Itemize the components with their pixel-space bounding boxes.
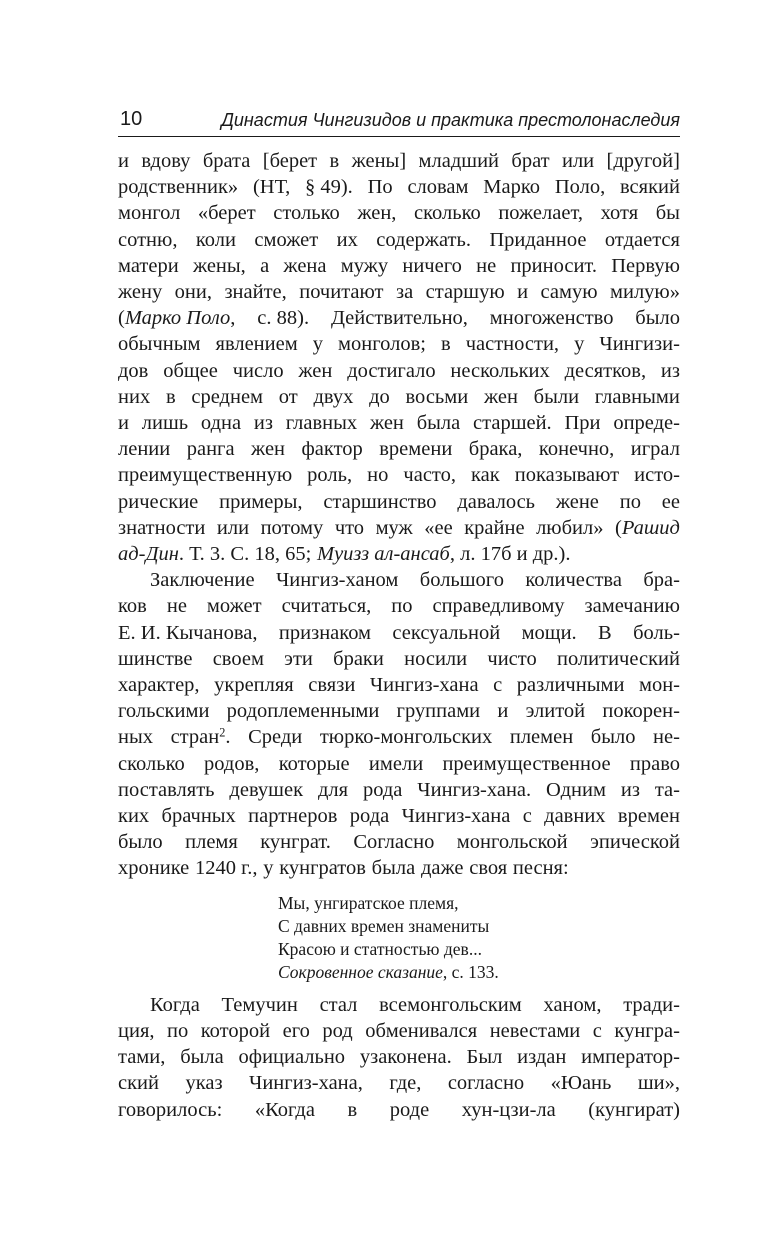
word: брака, (468, 438, 523, 461)
word: тами, (118, 1046, 166, 1069)
word: жен, (357, 202, 397, 225)
word: ши», (637, 1072, 680, 1095)
word: их (336, 228, 358, 251)
word: но (367, 464, 389, 487)
word: преимущественное (442, 752, 611, 775)
word: милую» (610, 281, 680, 304)
word: которые (278, 752, 350, 775)
poem-line: Мы, унгиратское племя, (278, 892, 459, 913)
word: была (180, 1046, 224, 1069)
word: родственник» (118, 176, 239, 199)
word: рода (362, 778, 403, 801)
word: стал (319, 993, 358, 1016)
word: крайне (464, 516, 525, 539)
word: по (391, 595, 413, 618)
word: примеры, (219, 490, 303, 513)
word: была (371, 857, 416, 880)
word: покорен- (602, 700, 680, 723)
word: тюрко-монгольских (319, 726, 493, 749)
word: При (564, 412, 601, 435)
word: знайте, (224, 281, 287, 304)
word: ков (118, 595, 147, 618)
word: «берет (197, 202, 256, 225)
cited-source: Муизз ал-ансаб (317, 543, 450, 566)
word: Поло, (554, 176, 606, 199)
text-line (118, 567, 680, 593)
word: с (493, 674, 503, 697)
word: согласно (447, 1072, 525, 1095)
text-line (118, 855, 680, 881)
word: часто, (403, 464, 456, 487)
word: главными (594, 385, 680, 408)
word: с (592, 1019, 602, 1042)
word: (НТ, (252, 176, 291, 199)
text-line (118, 1018, 680, 1044)
text-line (118, 751, 680, 777)
word: ханом, (543, 993, 602, 1016)
word: и (118, 412, 129, 435)
word: старшую (425, 281, 505, 304)
word: содержать. (376, 228, 471, 251)
text-line (118, 646, 680, 672)
word: играл (630, 438, 680, 461)
word: шинстве (118, 647, 193, 670)
word: племен (509, 726, 574, 749)
text-line (118, 1044, 680, 1070)
word: Чингиз-хана (401, 805, 511, 828)
word: достигало (347, 359, 436, 382)
text-line (118, 384, 680, 410)
word: боль- (633, 621, 680, 644)
word: жены, (192, 254, 246, 277)
word: хун-цзи-ла (461, 1098, 556, 1121)
text-line: ад-Дин. Т. 3. С. 18, 65; Муизз ал-ансаб, л. 17б и др.). (118, 543, 571, 566)
text-line (118, 1070, 680, 1096)
word: преимущественную (118, 464, 293, 487)
text-line (118, 174, 680, 200)
word: чисто (487, 647, 537, 670)
text-line (118, 279, 680, 305)
word: с. 88). (257, 307, 310, 330)
word: главных (285, 412, 358, 435)
text-line (118, 200, 680, 226)
word: общее (163, 359, 218, 382)
word: жены] (351, 150, 407, 172)
word: младший (418, 150, 500, 172)
word: брачных (161, 805, 236, 828)
word: не (166, 595, 187, 618)
word: не- (653, 726, 680, 749)
word: опреде- (613, 412, 680, 435)
word: среднем (191, 385, 264, 408)
word: лишь (141, 412, 189, 435)
word: узаконена. (359, 1046, 452, 1069)
word: хронике (118, 857, 190, 880)
text-line: знатности или потому что муж «ее крайне любил» (Рашид (118, 515, 680, 541)
word: любил» (536, 516, 604, 539)
word: его (282, 1019, 310, 1042)
word: кунгра- (614, 1019, 680, 1042)
word: обычным (118, 333, 201, 356)
word: сексуальной (392, 621, 501, 644)
word: Среди (248, 726, 303, 749)
word: Чингиз-хана. (417, 778, 532, 801)
word: издан (517, 1046, 567, 1069)
word: не (476, 254, 497, 277)
word: были (533, 385, 580, 408)
word: род (322, 1019, 353, 1042)
word: хотя (600, 202, 639, 225)
word: укрепляя (214, 674, 294, 697)
word: эти (284, 647, 313, 670)
word: сколько (118, 752, 185, 775)
cited-author: ад-Дин (118, 543, 179, 566)
word: Чингизи- (599, 333, 680, 356)
word: указ (185, 1072, 223, 1095)
word: своем (212, 647, 264, 670)
word: носили (404, 647, 468, 670)
word: исто- (634, 464, 680, 487)
word: жен (298, 359, 333, 382)
text-line (118, 672, 680, 698)
word: они, (174, 281, 212, 304)
word: племя (185, 831, 238, 854)
word: лении (118, 438, 171, 461)
word: муж (375, 516, 413, 539)
word: Темучин (221, 993, 298, 1016)
running-title: Династия Чингизидов и практика престолонаследия (221, 110, 680, 130)
word: вдову (141, 150, 191, 172)
word: из (660, 359, 680, 382)
word: Е. И. Кычанова, (118, 621, 258, 644)
word: монгольской (456, 831, 568, 854)
word: политический (556, 647, 680, 670)
word: мужу (340, 254, 389, 277)
word: характер, (118, 674, 200, 697)
word: число (232, 359, 284, 382)
word: сотню, (118, 228, 178, 251)
word: кунграт. (260, 831, 331, 854)
poem-line: С давних времен знамениты (278, 915, 490, 936)
word: кунгратов (279, 857, 366, 880)
word: ее (661, 490, 680, 513)
paragraph (118, 992, 680, 1123)
word: а (260, 254, 270, 277)
word: и (497, 700, 509, 723)
text-line (118, 436, 680, 462)
word: партнеров (248, 805, 338, 828)
word: у (574, 333, 585, 356)
word: нескольких (450, 359, 550, 382)
word: десятков, (564, 359, 647, 382)
word: По (367, 176, 393, 199)
word: ничего (402, 254, 462, 277)
poem-line: Красою и статностью дев... (278, 938, 482, 959)
text-line (118, 227, 680, 253)
word: восьми (405, 385, 469, 408)
word: по (167, 1019, 189, 1042)
word: тради- (623, 993, 680, 1016)
word: всемонгольским (379, 993, 522, 1016)
paragraph (118, 148, 680, 567)
text-line (118, 1097, 680, 1123)
word: Действительно, (330, 307, 468, 330)
text-line (118, 593, 680, 619)
text-line (118, 253, 680, 279)
word: или (561, 150, 595, 172)
text-line (118, 829, 680, 855)
text-line (118, 148, 680, 174)
word: с (522, 805, 532, 828)
word: потому (260, 516, 324, 539)
text-line (118, 489, 680, 515)
word: конечно, (538, 438, 615, 461)
word: в (347, 1098, 358, 1121)
word: из (253, 412, 273, 435)
word: поставлять (118, 778, 215, 801)
word: замечанию (584, 595, 680, 618)
word: бы (655, 202, 680, 225)
word: в (440, 333, 451, 356)
epigraph-poem (278, 892, 680, 984)
word: Когда (150, 993, 200, 1016)
word: своя (469, 857, 508, 880)
text-line (118, 410, 680, 436)
text-line (118, 358, 680, 384)
word: песня: (512, 857, 569, 880)
text-line: ных стран$^2$. Среди тюрко-монгольских племен было не- (118, 724, 680, 750)
word: матери (118, 254, 179, 277)
word: жен (369, 412, 404, 435)
word: фактор (301, 438, 363, 461)
word: жена (283, 254, 327, 277)
word: в (165, 385, 176, 408)
word: признаком (278, 621, 372, 644)
word: браки (333, 647, 384, 670)
word: роль, (307, 464, 353, 487)
word: рические (118, 490, 199, 513)
word: как (471, 464, 500, 487)
word: давалось (457, 490, 536, 513)
word: одна (200, 412, 242, 435)
word: § 49). (304, 176, 353, 199)
page-number: 10 (120, 108, 143, 130)
word: коли (195, 228, 236, 251)
word: (кунгират) (588, 1098, 680, 1121)
word: от (278, 385, 298, 408)
word: дов (118, 359, 149, 382)
word: «ее (424, 516, 453, 539)
body-text (118, 148, 680, 1123)
word: говорилось: (118, 1098, 223, 1121)
word: родов, (204, 752, 260, 775)
word: в (329, 150, 340, 172)
word: брат (511, 150, 550, 172)
word: даже (420, 857, 464, 880)
text-line (118, 620, 680, 646)
word: ский (118, 1072, 159, 1095)
word: что (334, 516, 365, 539)
word: [другой] (606, 150, 680, 172)
word: девушек (229, 778, 304, 801)
word: считаться, (281, 595, 372, 618)
word: «Юань (550, 1072, 612, 1095)
word: право (629, 752, 680, 775)
word: Одним (546, 778, 606, 801)
word: у (263, 857, 274, 880)
word: знатности (118, 516, 206, 539)
word: роде (389, 1098, 430, 1121)
word: почитают (299, 281, 384, 304)
word: мон- (638, 674, 680, 697)
word: сколько (414, 202, 481, 225)
word: 1240 г., (194, 857, 258, 880)
word: жен (251, 438, 286, 461)
cited-author: Марко Поло (124, 307, 231, 330)
word: имели (368, 752, 424, 775)
word: Чингиз-хана, (249, 1072, 363, 1095)
word: жен (483, 385, 518, 408)
word: приносит. (510, 254, 597, 277)
word: может (206, 595, 262, 618)
word: была (416, 412, 461, 435)
word: Первую (611, 254, 680, 277)
word: Был (466, 1046, 503, 1069)
word: родоплеменными (226, 700, 380, 723)
word: та- (654, 778, 680, 801)
word: по (619, 490, 641, 513)
word: В (598, 621, 612, 644)
poem-source: Сокровенное сказание, с. 133. (278, 961, 499, 982)
text-line: (Марко Поло, с. 88). Действительно, многоженство было (118, 305, 680, 331)
text-line (118, 698, 680, 724)
word: или (216, 516, 250, 539)
word: ранга (186, 438, 235, 461)
word: времени (379, 438, 453, 461)
word: связи (308, 674, 356, 697)
word: Согласно (353, 831, 435, 854)
word: Марко (483, 176, 541, 199)
word: официально (238, 1046, 346, 1069)
word: большого (419, 569, 504, 592)
word: жену (118, 281, 163, 304)
word: словам (407, 176, 469, 199)
word: гольскими (118, 700, 210, 723)
word: рода (349, 805, 390, 828)
word: за (395, 281, 414, 304)
word: эпической (590, 831, 680, 854)
word: император- (581, 1046, 680, 1069)
word: них (118, 385, 151, 408)
text-line (118, 992, 680, 1018)
running-header (118, 106, 680, 137)
word: сможет (254, 228, 319, 251)
word: монголов; (338, 333, 426, 356)
word: явлением (215, 333, 298, 356)
word: невестами (489, 1019, 581, 1042)
word: монгол (118, 202, 181, 225)
word: было (590, 726, 636, 749)
word: отдается (604, 228, 680, 251)
word: старшей. (473, 412, 552, 435)
word: количества (525, 569, 622, 592)
word: до (369, 385, 390, 408)
word: Заключение (150, 569, 255, 592)
word: ция, (118, 1019, 155, 1042)
paragraph (118, 567, 680, 881)
word: времен (617, 805, 680, 828)
word: мощи. (521, 621, 577, 644)
word: различными (516, 674, 625, 697)
word: обменивался (365, 1019, 478, 1042)
word: группами (396, 700, 481, 723)
text-line (118, 777, 680, 803)
word: Приданное (489, 228, 587, 251)
word: у (312, 333, 323, 356)
word: Чингиз-ханом (275, 569, 399, 592)
text-line (118, 462, 680, 488)
word: «Когда (254, 1098, 315, 1121)
word: где, (389, 1072, 422, 1095)
word: самую (540, 281, 598, 304)
word: Чингиз-хана (369, 674, 479, 697)
text-line (118, 803, 680, 829)
word: многоженство (489, 307, 614, 330)
word: которой (200, 1019, 271, 1042)
word: бра- (643, 569, 680, 592)
footnote-marker[interactable]: 2 (219, 725, 226, 740)
word: было (118, 831, 163, 854)
word: всякий (619, 176, 680, 199)
cited-author: Рашид (621, 516, 680, 539)
word: и (118, 150, 129, 172)
word: старшинство (323, 490, 437, 513)
word: элитой (525, 700, 586, 723)
word: справедливому (432, 595, 565, 618)
word: было (635, 307, 680, 330)
word: пожелает, (498, 202, 583, 225)
word: жене (555, 490, 599, 513)
word: для (317, 778, 349, 801)
word: из (620, 778, 640, 801)
word: столько (273, 202, 340, 225)
word: и (517, 281, 529, 304)
word: ких (118, 805, 150, 828)
word: частности, (465, 333, 560, 356)
word: брата (202, 150, 251, 172)
word: давних (544, 805, 606, 828)
word: [берет (262, 150, 318, 172)
word: показывают (514, 464, 620, 487)
text-line (118, 331, 680, 357)
word: двух (313, 385, 354, 408)
